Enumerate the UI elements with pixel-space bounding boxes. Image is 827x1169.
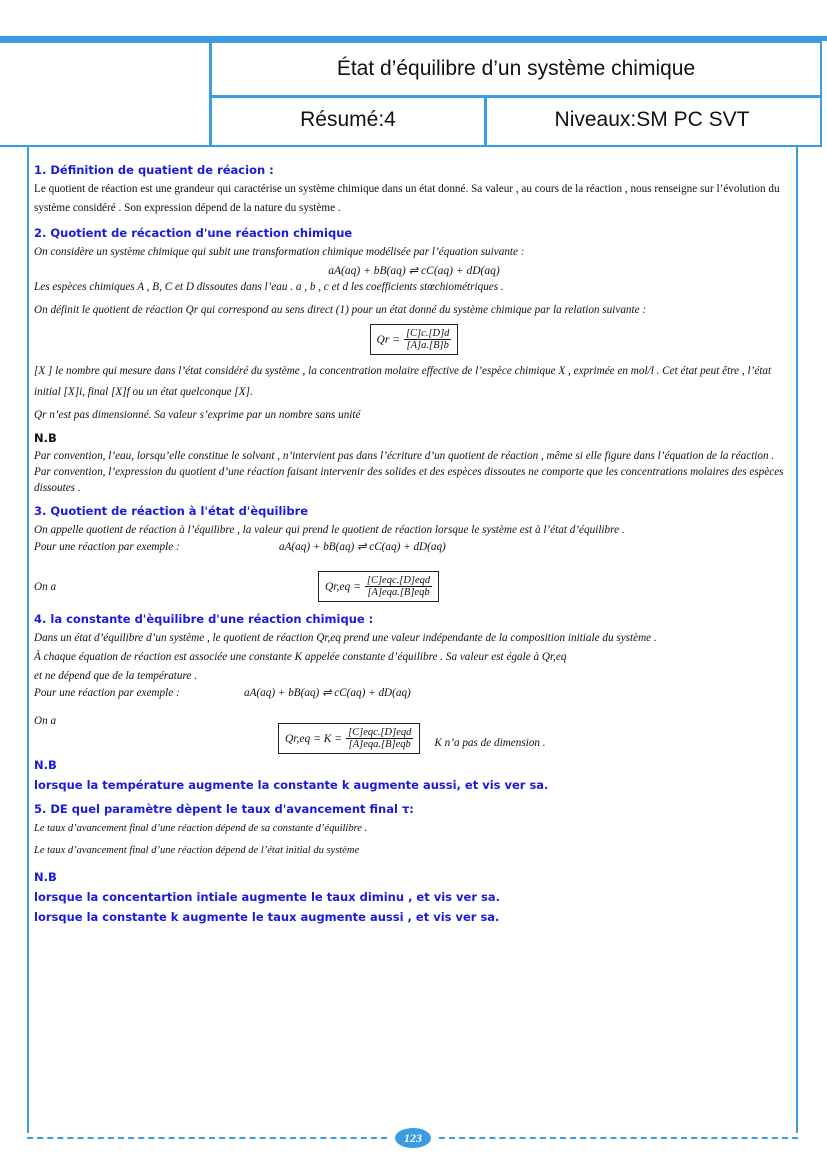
section-2-p4: [X ] le nombre qui mesure dans l’état considéré du système , la concentration molaire effective de l’espèce chimique X , exprimée en mol/l . Cet état peut être , l’état initial [X]i, final [X]f ou un état quelconque [X]. xyxy=(34,365,772,398)
section-5-heading: 5. DE quel paramètre dèpent le taux d'avancement final τ: xyxy=(34,802,414,816)
section-3-ona: On a xyxy=(34,580,57,593)
qreq-denominator: [A]eqa.[B]eqb xyxy=(367,587,430,598)
content xyxy=(34,153,794,930)
qreq-formula-box xyxy=(318,571,439,602)
footer-rule-right xyxy=(439,1137,798,1139)
k-denominator: [A]eqa.[B]eqb xyxy=(348,739,411,750)
k-lhs: Qr,eq = K = xyxy=(285,732,343,745)
section-3-p1: On appelle quotient de réaction à l’équilibre , la valeur qui prend le quotient de réaction lorsque le système est à l’état d’équilibre . xyxy=(34,524,625,536)
section-1-text: Le quotient de réaction est une grandeur qui caractérise un système chimique dans un état donné. Sa valeur , au cours de la réaction , nous renseigne sur l’évolution du système considéré . Son expression dépend de la nature du système . xyxy=(34,183,780,214)
section-5-p2: Le taux d’avancement final d’une réaction dépend de l’état initial du système xyxy=(34,845,360,856)
section-2-nb: N.B xyxy=(34,431,57,445)
section-1-heading: 1. Définition de quatient de réacion : xyxy=(34,163,274,177)
section-2-nb2: Par convention, l’expression du quotient d’une réaction faisant intervenir des solides et des espèces dissoutes ne comporte que les concentrations molaires des espèces dissoutes . xyxy=(34,466,784,494)
qreq-lhs: Qr,eq = xyxy=(325,580,361,593)
k-numerator: [C]eqc.[D]eqd xyxy=(348,727,412,738)
header-table xyxy=(0,41,822,147)
k-formula-box xyxy=(278,723,420,754)
qr-formula-box xyxy=(370,324,459,355)
page-number: 123 xyxy=(395,1128,431,1148)
section-3-p2: Pour une réaction par exemple : xyxy=(34,540,180,553)
section-2-nb1: Par convention, l’eau, lorsqu’elle constitue le solvant , n’intervient pas dans l’écriture d’un quotient de réaction , même si elle figure dans l’équation de la réaction . xyxy=(34,450,775,462)
section-5-nb: N.B xyxy=(34,870,57,884)
qr-denominator: [A]a.[B]b xyxy=(406,340,449,351)
section-4-heading: 4. la constante d'èquilibre d'une réaction chimique : xyxy=(34,612,374,626)
section-2-p5: Qr n’est pas dimensionné. Sa valeur s’exprime par un nombre sans unité xyxy=(34,409,361,421)
section-2-heading: 2. Quotient de récaction d'une réaction chimique xyxy=(34,226,353,240)
section-4-nb1: lorsque la température augmente la constante k augmente aussi, et vis ver sa. xyxy=(34,778,549,792)
section-4-equation: aA(aq) + bB(aq) ⇌ cC(aq) + dD(aq) xyxy=(244,687,411,699)
page-title: État d’équilibre d’un système chimique xyxy=(212,43,820,98)
section-3-heading: 3. Quotient de réaction à l'état d'èquilibre xyxy=(34,504,309,518)
section-4-p2: À chaque équation de réaction est associée une constante K appelée constante d’équilibre . Sa valeur est égale à Qr,eq xyxy=(34,651,567,663)
section-4-p3: et ne dépend que de la température . xyxy=(34,670,197,682)
qreq-numerator: [C]eqc.[D]eqd xyxy=(366,575,431,586)
qr-numerator: [C]c.[D]d xyxy=(405,328,450,339)
qr-lhs: Qr = xyxy=(376,333,400,346)
page-footer xyxy=(27,1128,798,1148)
section-2-equation: aA(aq) + bB(aq) ⇌ cC(aq) + dD(aq) xyxy=(328,265,500,277)
section-5-p1: Le taux d’avancement final d’une réaction dépend de sa constante d’équilibre . xyxy=(34,823,368,834)
section-2-p3: On définit le quotient de réaction Qr qui correspond au sens direct (1) pour un état donné du système chimique par la relation suivante : xyxy=(34,304,647,316)
section-2-p2: Les espèces chimiques A , B, C et D dissoutes dans l’eau . a , b , c et d les coefficients stœchiométriques . xyxy=(34,281,504,293)
section-4-p1: Dans un état d’équilibre d’un système , le quotient de réaction Qr,eq prend une valeur indépendante de la composition initiale du système . xyxy=(34,632,657,644)
section-4-ona: On a xyxy=(34,715,57,727)
section-3-equation: aA(aq) + bB(aq) ⇌ cC(aq) + dD(aq) xyxy=(279,541,446,553)
section-4-nb: N.B xyxy=(34,758,57,772)
resume-label: Résumé:4 xyxy=(212,95,487,145)
section-2-p1: On considère un système chimique qui subit une transformation chimique modélisée par l’équation suivante : xyxy=(34,246,525,258)
k-note: K n’a pas de dimension . xyxy=(434,737,546,749)
section-4-p4: Pour une réaction par exemple : xyxy=(34,686,180,699)
section-5-nb1: lorsque la concentartion intiale augmente le taux diminu , et vis ver sa. xyxy=(34,890,500,904)
niveaux-label: Niveaux:SM PC SVT xyxy=(554,108,750,131)
header-logo-cell xyxy=(0,43,212,145)
section-5-nb2: lorsque la constante k augmente le taux augmente aussi , et vis ver sa. xyxy=(34,910,500,924)
footer-rule-left xyxy=(27,1137,387,1139)
